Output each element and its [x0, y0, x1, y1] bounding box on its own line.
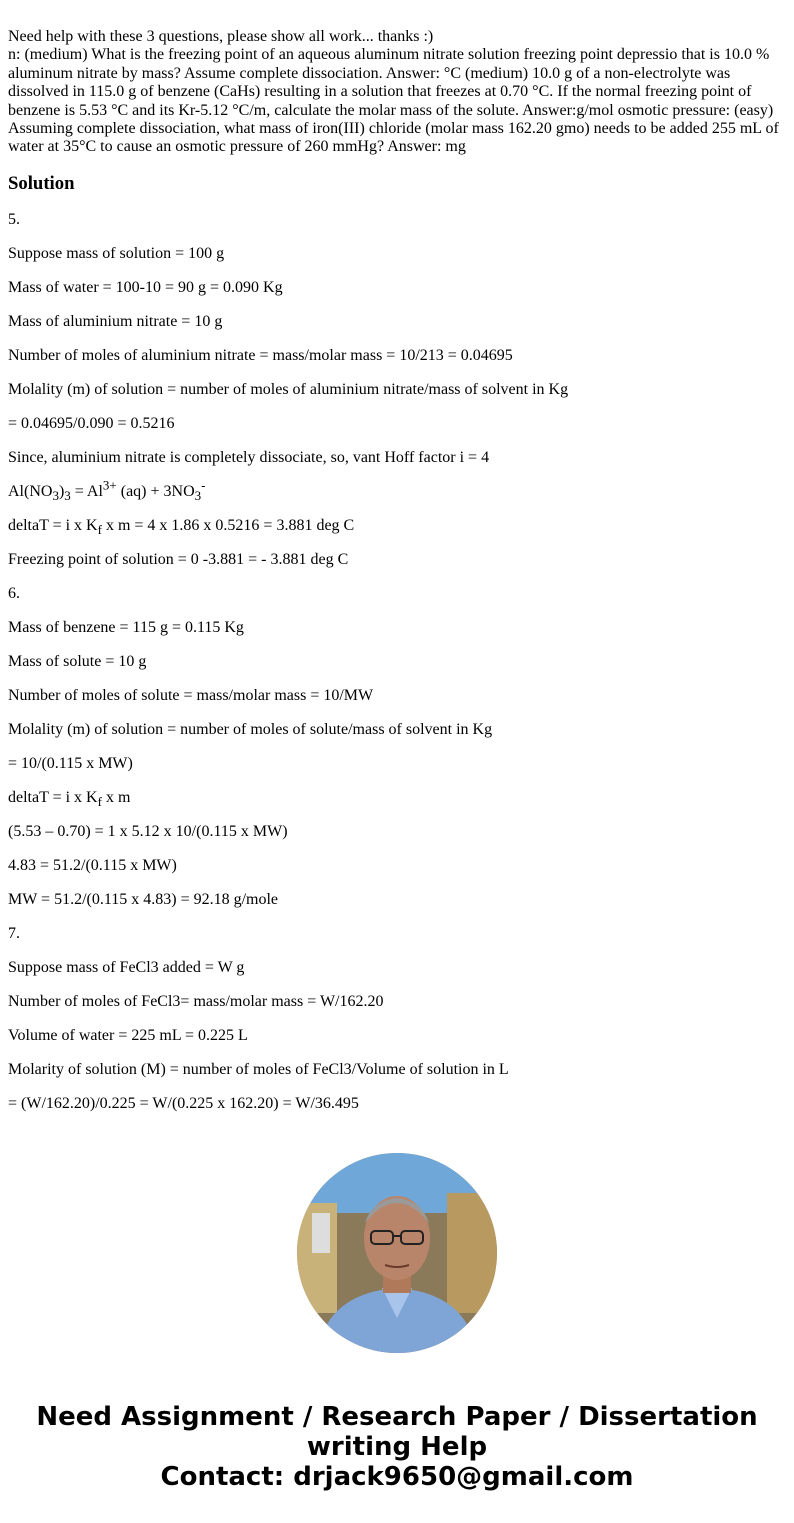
solution-text: Molarity of solution (M) = number of moles of FeCl3/Volume of solution in L	[8, 1060, 509, 1078]
author-avatar	[297, 1153, 497, 1353]
solution-text: Volume of water = 225 mL = 0.225 L	[8, 1026, 248, 1044]
solution-text: Number of moles of solute = mass/molar mass = 10/MW	[8, 686, 374, 704]
solution-text: f	[97, 794, 102, 810]
solution-text: deltaT = i x K	[8, 788, 98, 806]
solution-text: Suppose mass of solution = 100 g	[8, 244, 225, 262]
solution-line	[8, 755, 786, 773]
solution-line	[8, 211, 786, 229]
solution-line	[8, 788, 786, 810]
question-body: n: (medium) What is the freezing point of an aqueous aluminum nitrate solution freezing point depressio that is 10.0 % aluminum nitrate by mass? Assume complete dissociation. Answer: °C (medium) 10.0 g of a non-electrolyte was dissolved in 115.0 g of benzene (CaHs) resulting in a solution that freezes at 0.70 °C. If the normal freezing point of benzene is 5.53 °C and its Kr-5.12 °C/m, calculate the molar mass of the solute. Answer:g/mol osmotic pressure: (easy) Assuming complete dissociation, what mass of iron(III) chloride (molar mass 162.20 gmo) needs to be added 255 mL of water at 35°C to cause an osmotic pressure of 260 mmHg? Answer: mg	[8, 46, 779, 156]
solution-line	[8, 516, 786, 538]
solution-text: 7.	[8, 924, 20, 942]
document-content	[8, 28, 786, 1123]
solution-text: 3	[52, 488, 59, 504]
solution-line	[8, 415, 786, 433]
solution-text: Mass of benzene = 115 g = 0.115 Kg	[8, 618, 244, 636]
solution-line	[8, 653, 786, 671]
solution-text: (aq) + 3NO	[116, 482, 195, 500]
solution-text: x m = 4 x 1.86 x 0.5216 = 3.881 deg C	[101, 516, 355, 534]
solution-text: Mass of aluminium nitrate = 10 g	[8, 312, 223, 330]
solution-text: Freezing point of solution = 0 -3.881 = - 3.881 deg C	[8, 550, 349, 568]
solution-line	[8, 1061, 786, 1079]
solution-text: MW = 51.2/(0.115 x 4.83) = 92.18 g/mole	[8, 890, 279, 908]
solution-text: 3+	[102, 477, 117, 493]
solution-text: 3	[194, 488, 202, 504]
solution-text: = 10/(0.115 x MW)	[8, 754, 133, 772]
solution-line	[8, 619, 786, 637]
solution-text: 3	[64, 488, 71, 504]
solution-text: Al(NO	[8, 482, 53, 500]
solution-line	[8, 1027, 786, 1045]
solution-text: )	[58, 482, 65, 500]
footer-contact: Contact: drjack9650@gmail.com	[160, 1462, 634, 1492]
solution-line	[8, 925, 786, 943]
question-text	[8, 28, 786, 157]
solution-line	[8, 857, 786, 875]
solution-line	[8, 279, 786, 297]
solution-line	[8, 551, 786, 569]
solution-text: f	[97, 522, 102, 538]
solution-line	[8, 959, 786, 977]
solution-line	[8, 477, 786, 504]
solution-line	[8, 381, 786, 399]
question-intro: Need help with these 3 questions, please show all work... thanks :)	[8, 28, 434, 45]
solution-text: Molality (m) of solution = number of moles of aluminium nitrate/mass of solvent in Kg	[8, 380, 569, 398]
footer-line-1: Need Assignment / Research Paper / Dissertation	[36, 1402, 758, 1432]
solution-text: Since, aluminium nitrate is completely dissociate, so, vant Hoff factor i = 4	[8, 448, 490, 466]
solution-text: -	[201, 477, 206, 493]
solution-line	[8, 585, 786, 603]
solution-text: 5.	[8, 210, 20, 228]
solution-line	[8, 891, 786, 909]
footer-line-2: writing Help	[306, 1432, 488, 1462]
solution-text: = 0.04695/0.090 = 0.5216	[8, 414, 175, 432]
solution-line	[8, 245, 786, 263]
solution-line	[8, 1095, 786, 1113]
solution-text: 6.	[8, 584, 20, 602]
solution-text: Number of moles of aluminium nitrate = mass/molar mass = 10/213 = 0.04695	[8, 346, 513, 364]
solution-line	[8, 347, 786, 365]
solution-text: Mass of solute = 10 g	[8, 652, 147, 670]
solution-line	[8, 823, 786, 841]
solution-body	[8, 211, 786, 1113]
solution-line	[8, 721, 786, 739]
solution-heading: Solution	[8, 172, 75, 194]
solution-line	[8, 993, 786, 1011]
solution-text: = Al	[70, 482, 103, 500]
solution-text: Molality (m) of solution = number of moles of solute/mass of solvent in Kg	[8, 720, 493, 738]
solution-text: x m	[101, 788, 131, 806]
solution-text: Suppose mass of FeCl3 added = W g	[8, 958, 245, 976]
solution-text: = (W/162.20)/0.225 = W/(0.225 x 162.20) = W/36.495	[8, 1094, 359, 1112]
solution-line	[8, 449, 786, 467]
solution-text: (5.53 – 0.70) = 1 x 5.12 x 10/(0.115 x MW)	[8, 822, 288, 840]
solution-line	[8, 313, 786, 331]
promo-footer	[0, 1402, 794, 1492]
solution-text: deltaT = i x K	[8, 516, 98, 534]
solution-line	[8, 687, 786, 705]
solution-text: Number of moles of FeCl3= mass/molar mass = W/162.20	[8, 992, 384, 1010]
solution-text: Mass of water = 100-10 = 90 g = 0.090 Kg	[8, 278, 283, 296]
solution-text: 4.83 = 51.2/(0.115 x MW)	[8, 856, 177, 874]
